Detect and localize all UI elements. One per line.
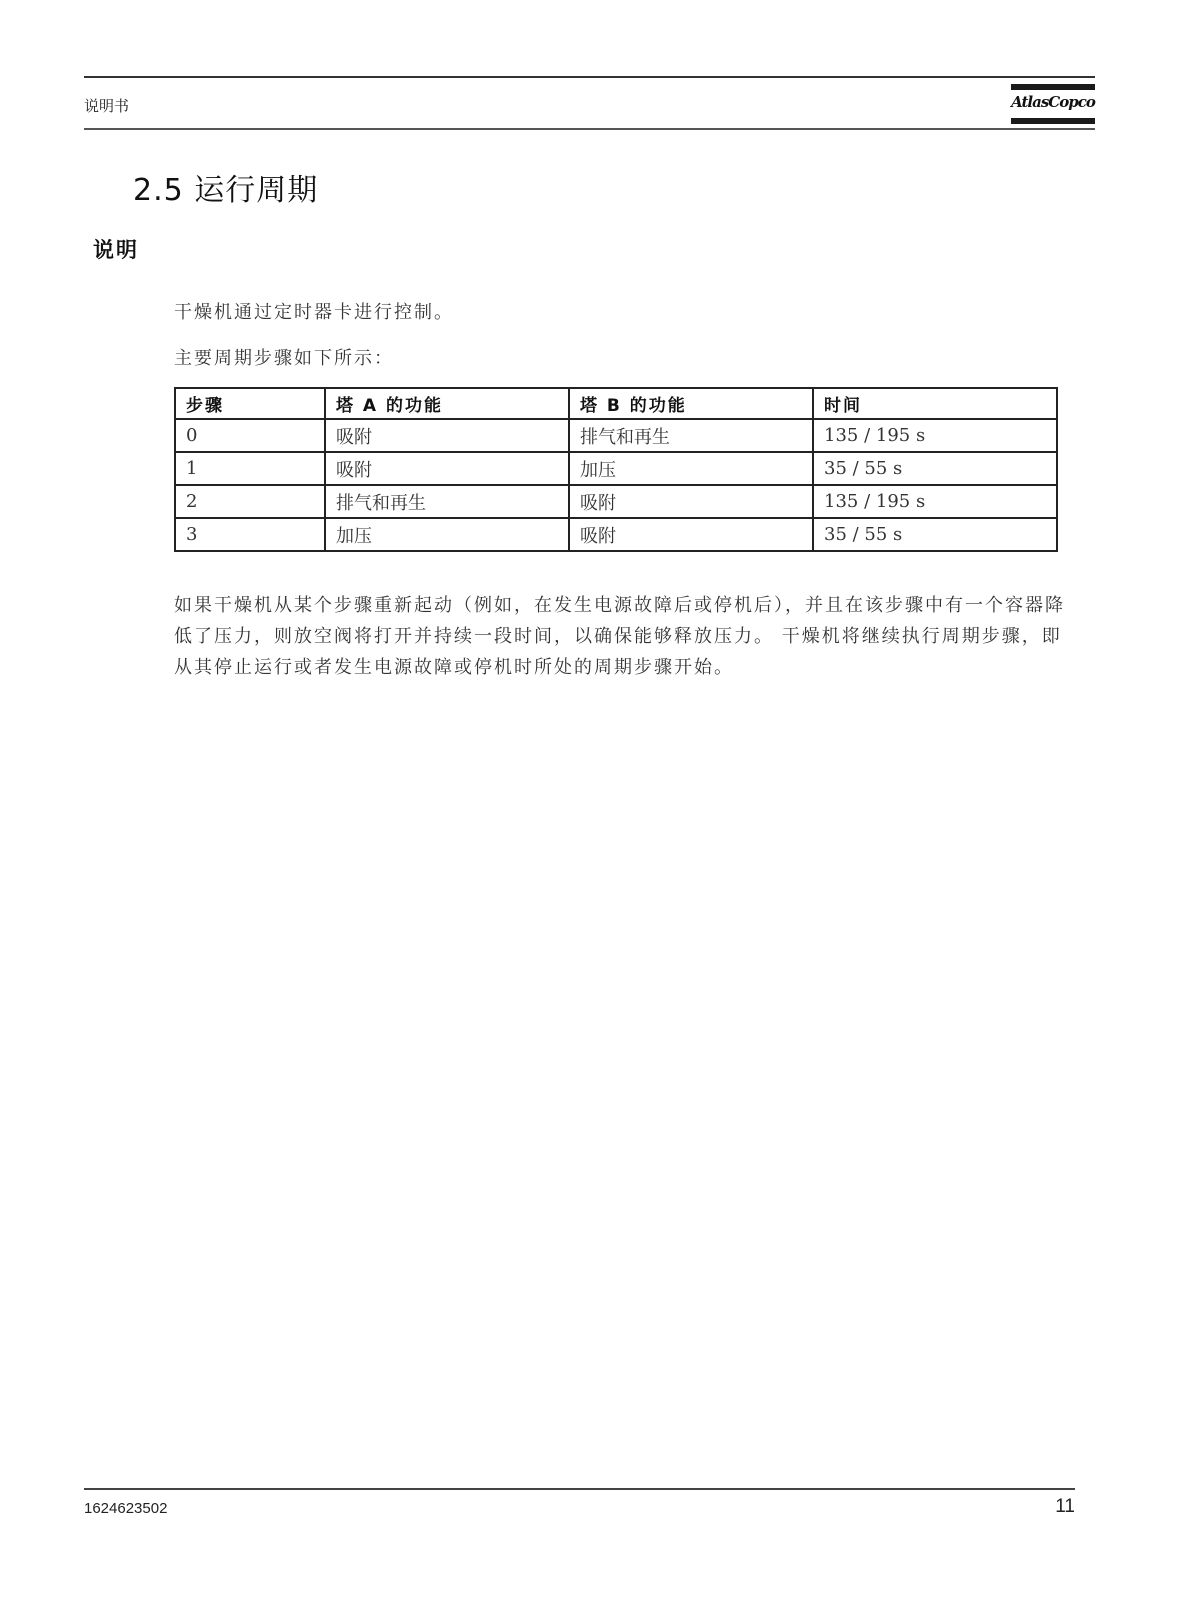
atlas-copco-logo [1011, 84, 1095, 124]
logo-top-bar [1011, 84, 1095, 90]
cell-tower-a: 吸附 [325, 452, 569, 485]
cycle-steps-table [174, 387, 1058, 552]
cell-tower-a: 吸附 [325, 419, 569, 452]
header-tower-a: 塔 A 的功能 [325, 388, 569, 419]
cell-tower-b: 吸附 [569, 485, 813, 518]
cell-time: 35 / 55 s [813, 452, 1057, 485]
table-intro-paragraph: 主要周期步骤如下所示： [174, 348, 394, 369]
page-footer [84, 1488, 1075, 1517]
subsection-title: 说明 [93, 238, 139, 262]
table-row [175, 452, 1057, 485]
table-row [175, 518, 1057, 551]
cell-tower-b: 加压 [569, 452, 813, 485]
cell-tower-b: 吸附 [569, 518, 813, 551]
page-number: 11 [1055, 1496, 1075, 1517]
cell-tower-a: 排气和再生 [325, 485, 569, 518]
cell-time: 135 / 195 s [813, 419, 1057, 452]
cell-tower-a: 加压 [325, 518, 569, 551]
restart-paragraph: 如果干燥机从某个步骤重新起动（例如，在发生电源故障后或停机后），并且在该步骤中有一个容器降低了压力，则放空阀将打开并持续一段时间，以确保能够释放压力。 干燥机将继续执行周期步骤，即从其停止运行或者发生电源故障或停机时所处的周期步骤开始。 [174, 595, 1065, 678]
cell-step: 0 [175, 419, 325, 452]
table-row [175, 485, 1057, 518]
cell-step: 2 [175, 485, 325, 518]
cell-step: 3 [175, 518, 325, 551]
cell-time: 135 / 195 s [813, 485, 1057, 518]
header-title: 说明书 [84, 97, 130, 115]
document-number: 1624623502 [84, 1500, 168, 1517]
table-header-row [175, 388, 1057, 419]
cell-time: 35 / 55 s [813, 518, 1057, 551]
section-title: 2.5 运行周期 [133, 173, 319, 208]
logo-text: AtlasCopco [1011, 93, 1095, 111]
table-row [175, 419, 1057, 452]
header-tower-b: 塔 B 的功能 [569, 388, 813, 419]
intro-paragraph: 干燥机通过定时器卡进行控制。 [174, 302, 454, 323]
cell-tower-b: 排气和再生 [569, 419, 813, 452]
logo-bottom-bar [1011, 118, 1095, 124]
page-header [84, 76, 1095, 130]
cell-step: 1 [175, 452, 325, 485]
header-step: 步骤 [175, 388, 325, 419]
header-time: 时间 [813, 388, 1057, 419]
